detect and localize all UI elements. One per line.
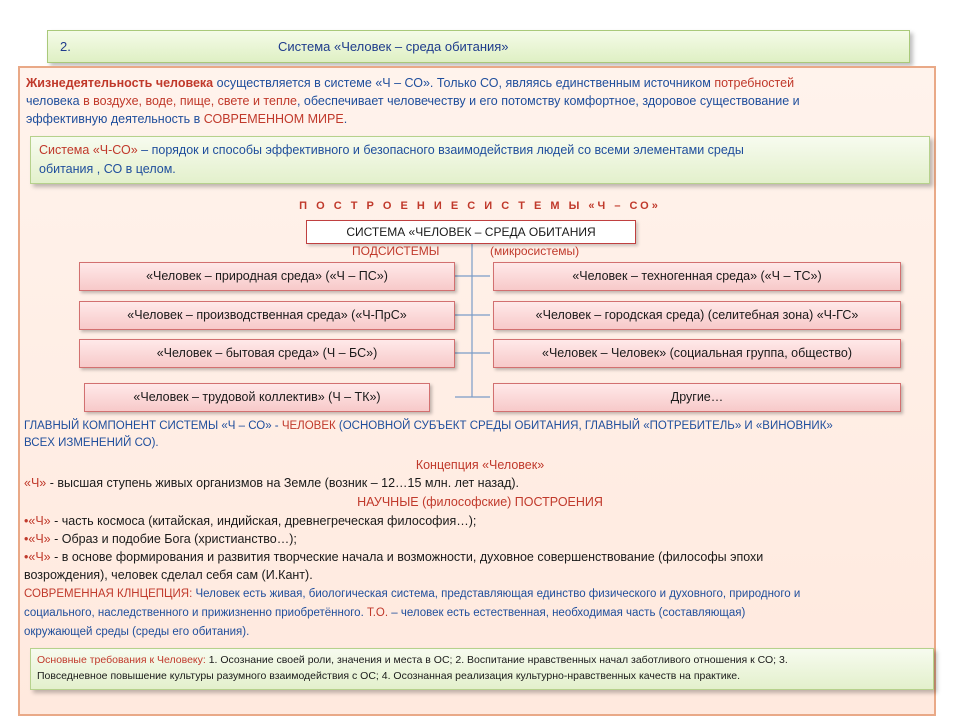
intro-resources: в воздухе, воде, пище, свете и тепле [83, 94, 297, 108]
intro-needs: потребностей [714, 76, 795, 90]
intro-term: Жизнедеятельность человека [26, 76, 214, 90]
subsystem-workforce: «Человек – трудовой коллектив» (Ч – ТК») [84, 383, 430, 412]
diagram-heading: П О С Т Р О Е Н И Е С И С Т Е М Ы «Ч – СО» [299, 200, 661, 212]
modern-text-4: окружающей среды (среды его обитания). [24, 626, 250, 638]
subsystem-other: Другие… [493, 383, 901, 412]
intro-text-3: , обеспечивает человечеству и его потомству комфортное, здоровое существование и [296, 94, 800, 108]
subsystem-nature: «Человек – природная среда» («Ч – ПС») [79, 262, 455, 291]
intro-text-2: человека [26, 94, 84, 108]
slide-title-bar [47, 30, 910, 63]
subsystems-label: ПОДСИСТЕМЫ [352, 244, 440, 258]
slide-number: 2. [60, 39, 71, 54]
main-component-d: ВСЕХ ИЗМЕНЕНИЙ СО). [24, 437, 159, 449]
intro-text-1: осуществляется в системе «Ч – СО». Только СО, являясь единственным источником [213, 76, 715, 90]
intro-text-4: эффективную деятельность в [26, 112, 204, 126]
modern-text-1: Человек есть живая, биологическая система, представляющая единство физического и духовного, природного и [192, 588, 801, 600]
concept-heading: Концепция «Человек» [415, 458, 545, 472]
subsystem-household: «Человек – бытовая среда» (Ч – БС») [79, 339, 455, 368]
requirements-label: Основные требования к Человеку: [37, 654, 206, 666]
main-component-c: (ОСНОВНОЙ СУБЪЕКТ СРЕДЫ ОБИТАНИЯ, ГЛАВНЫЙ «ПОТРЕБИТЕЛЬ» И «ВИНОВНИК» [335, 420, 833, 432]
subsystem-production: «Человек – производственная среда» («Ч-ПрС» [79, 301, 455, 330]
intro-end: . [343, 112, 348, 126]
bullet-3-continuation: возрождения), человек сделал себя сам (И.Кант). [24, 568, 313, 582]
definition-box [30, 136, 930, 184]
system-root-node: СИСТЕМА «ЧЕЛОВЕК – СРЕДА ОБИТАНИЯ [306, 220, 636, 244]
definition-line-1: – порядок и способы эффективного и безопасного взаимодействия людей со всеми элементами среды [137, 143, 744, 157]
bullet-2-mark: •«Ч» [24, 532, 51, 546]
scientific-heading: НАУЧНЫЕ (философские) ПОСТРОЕНИЯ [357, 495, 603, 509]
modern-label: СОВРЕМЕННАЯ КЛНЦЕПЦИЯ: [24, 588, 193, 600]
intro-modern-world: СОВРЕМЕННОМ МИРЕ [203, 112, 344, 126]
intro-paragraph [26, 74, 926, 128]
concept-line [24, 474, 924, 492]
bullet-1-text: - часть космоса (китайская, индийская, древнегреческая философия…); [50, 514, 477, 528]
bullet-3-text: - в основе формирования и развития творческие начала и возможности, духовное совершенствование (философы эпохи [50, 550, 764, 564]
modern-to: Т.О. [366, 607, 389, 619]
modern-concept [24, 585, 934, 642]
definition-line-2: обитания , СО в целом. [39, 162, 176, 176]
main-component-human: ЧЕЛОВЕК [281, 420, 336, 432]
modern-text-3: – человек есть естественная, необходимая часть (составляющая) [388, 607, 746, 619]
bullet-1-mark: •«Ч» [24, 514, 51, 528]
modern-text-2: социального, наследственного и прижизненно приобретённого. [24, 607, 367, 619]
main-component-text [24, 418, 934, 452]
requirements-line-1: 1. Осознание своей роли, значения и места в ОС; 2. Воспитание нравственных начал заботливого отношения к СО; 3. [205, 654, 788, 666]
concept-ch: «Ч» [24, 476, 47, 490]
requirements-line-2: Повседневное повышение культуры разумного взаимодействия с ОС; 4. Осознанная реализация культурно-нравственных качеств на практике. [37, 670, 741, 682]
subsystem-technogenic: «Человек – техногенная среда» («Ч – ТС») [493, 262, 901, 291]
scientific-bullets [24, 512, 934, 584]
concept-text: - высшая ступень живых организмов на Земле (возник – 12…15 млн. лет назад). [46, 476, 520, 490]
subsystem-urban: «Человек – городская среда) (селитебная зона) «Ч-ГС» [493, 301, 901, 330]
bullet-3-mark: •«Ч» [24, 550, 51, 564]
bullet-2-text: - Образ и подобие Бога (христианство…); [50, 532, 297, 546]
microsystems-label: (микросистемы) [490, 244, 580, 258]
slide-title: Система «Человек – среда обитания» [278, 39, 509, 54]
subsystem-human-human: «Человек – Человек» (социальная группа, общество) [493, 339, 901, 368]
definition-term: Система «Ч-СО» [39, 143, 138, 157]
main-component-a: ГЛАВНЫЙ КОМПОНЕНТ СИСТЕМЫ «Ч – СО» - [24, 420, 282, 432]
requirements-box [30, 648, 934, 690]
